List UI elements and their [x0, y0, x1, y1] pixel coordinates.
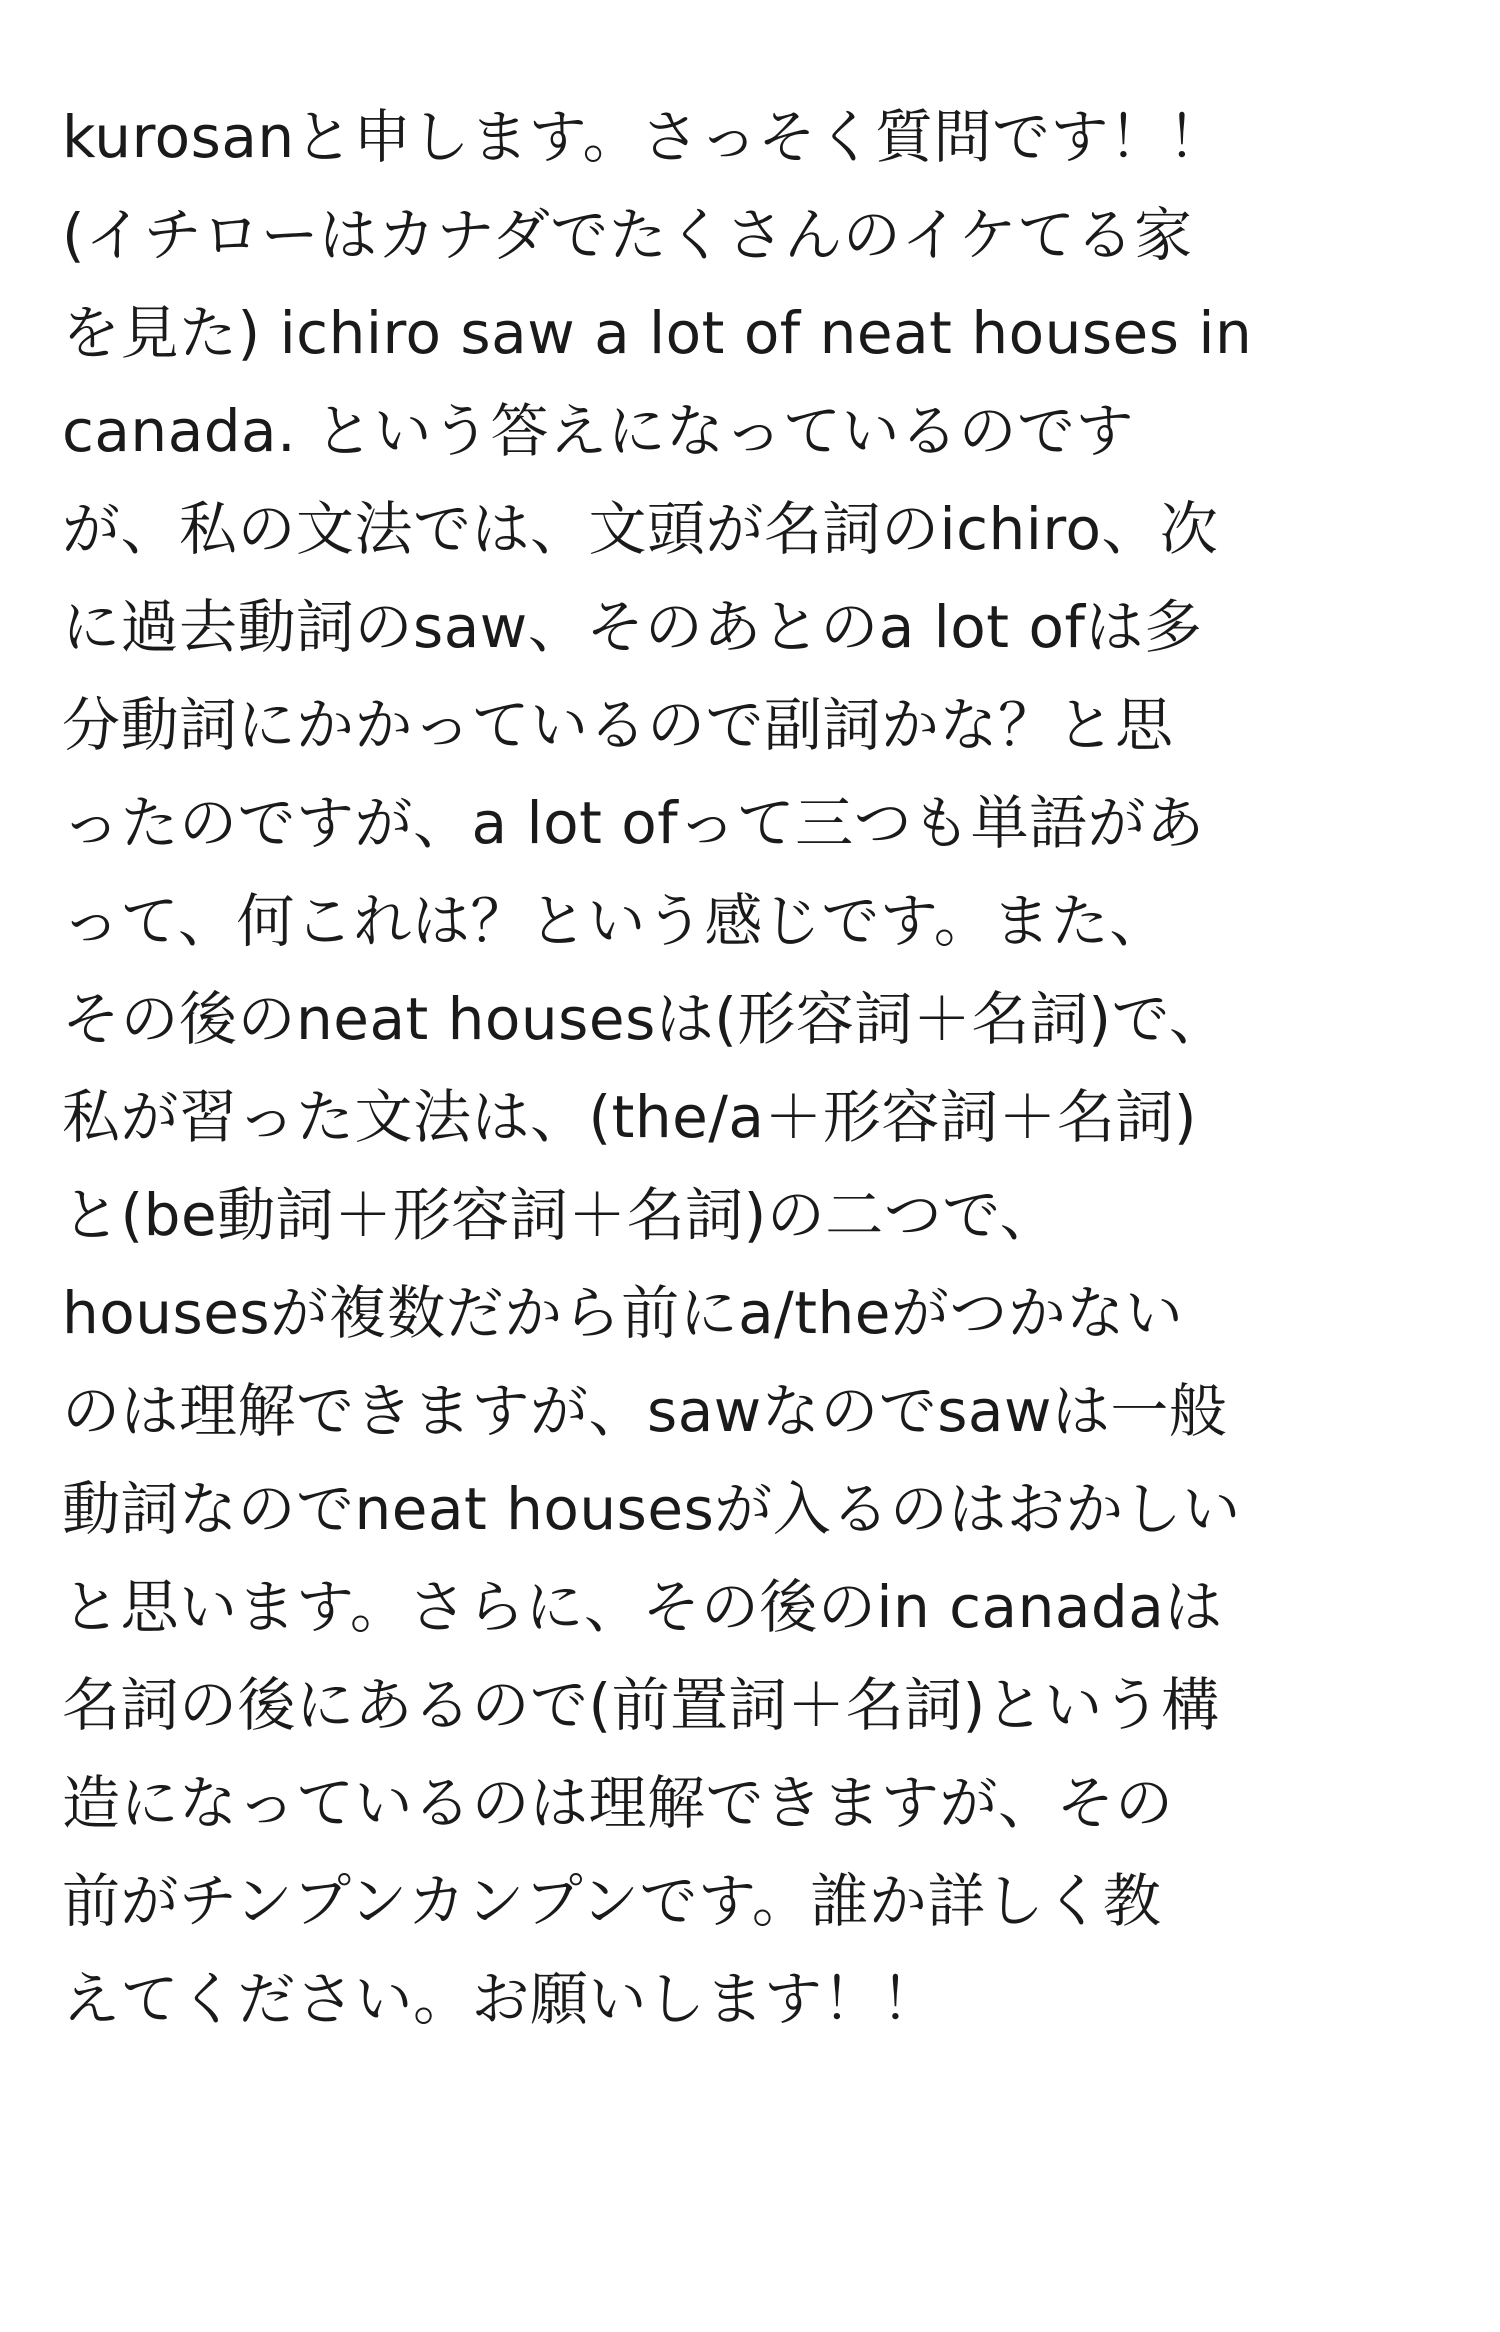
text-line: kurosanと申します。さっそく質問です！！: [62, 103, 1227, 171]
text-line: えてください。お願いします！！: [62, 1965, 940, 2033]
text-line: 前がチンプンカンプンです。誰か詳しく教: [62, 1867, 1162, 1935]
text-line: 名詞の後にあるので(前置詞＋名詞)という構: [62, 1671, 1220, 1739]
text-line: に過去動詞のsaw、そのあとのa lot ofは多: [62, 593, 1203, 661]
text-line: housesが複数だから前にa/theがつかない: [62, 1279, 1184, 1347]
text-line: canada. という答えになっているのです: [62, 397, 1134, 465]
text-line: が、私の文法では、文頭が名詞のichiro、次: [62, 495, 1219, 563]
text-line: って、何これは？という感じです。また、: [62, 887, 1168, 955]
text-line: と(be動詞＋形容詞＋名詞)の二つで、: [62, 1181, 1059, 1249]
text-line: 造になっているのは理解できますが、その: [62, 1769, 1174, 1837]
text-line: と思います。さらに、その後のin canadaは: [62, 1573, 1223, 1641]
text-line: を見た) ichiro saw a lot of neat houses in: [62, 299, 1253, 367]
text-line: (イチローはカナダでたくさんのイケてる家: [62, 201, 1193, 269]
text-line: ったのですが、a lot ofって三つも単語があ: [62, 789, 1205, 857]
text-line: 私が習った文法は、(the/a＋形容詞＋名詞): [62, 1083, 1198, 1151]
text-line: 分動詞にかかっているので副詞かな？と思: [62, 691, 1174, 759]
text-line: その後のneat housesは(形容詞＋名詞)で、: [62, 985, 1228, 1053]
text-line: 動詞なのでneat housesが入るのはおかしい: [62, 1475, 1241, 1543]
text-line: のは理解できますが、sawなのでsawは一般: [62, 1377, 1228, 1445]
question-text: [62, 88, 1440, 2048]
